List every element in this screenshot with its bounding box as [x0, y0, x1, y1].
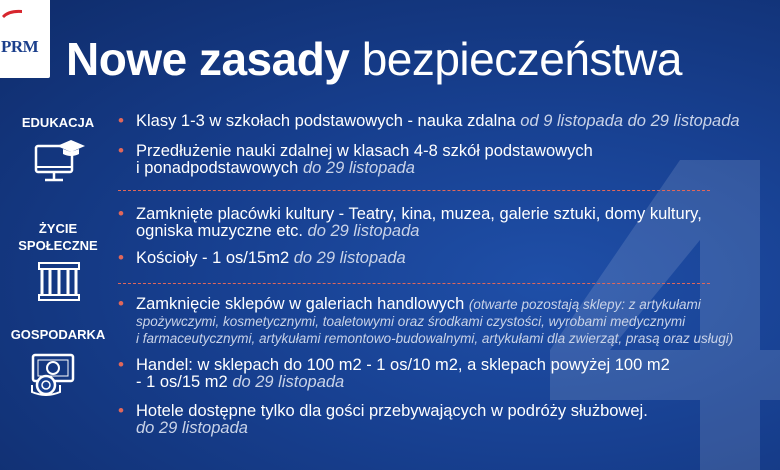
- title-light: bezpieczeństwa: [361, 33, 682, 85]
- bullet-icon: •: [118, 204, 124, 223]
- bullet-icon: •: [118, 401, 124, 420]
- rule-note-line1: (otwarte pozostają sklepy: z artykułami: [468, 297, 701, 312]
- rule-item-classes-4-8: [118, 143, 778, 177]
- rule-text-line2: ogniska muzyczne etc.: [136, 222, 303, 240]
- section-divider-education: [118, 190, 710, 191]
- rule-note-line3: i farmaceutycznymi, artykułami remontowo-budowalnymi, artykułami dla zwierząt, prasą oraz usługi): [136, 331, 734, 346]
- money-coins-icon: [30, 352, 80, 396]
- bullet-icon: •: [118, 248, 124, 267]
- rule-text: Zamknięcie sklepów w galeriach handlowych: [136, 295, 465, 313]
- rule-item-shopping-malls: [118, 296, 778, 347]
- logo-text: PRM: [1, 37, 39, 56]
- rule-note-line2: spożywczymi, kosmetycznymi, toaletowymi oraz środkami czystości, wyrobami medycznymi: [136, 314, 686, 329]
- bullet-icon: •: [118, 111, 124, 130]
- rule-item-churches: [118, 250, 778, 267]
- rule-text: Hotele dostępne tylko dla gości przebywających: [136, 402, 487, 420]
- rule-text-line1: Przedłużenie nauki zdalnej w klasach 4-8 szkół podstawowych: [136, 142, 593, 160]
- rule-item-hotels: [118, 403, 778, 437]
- category-economy: GOSPODARKA: [10, 327, 106, 342]
- category-education: EDUKACJA: [21, 115, 95, 130]
- section-divider-social: [118, 283, 710, 284]
- rule-date: do 29 listopada: [293, 249, 406, 267]
- rule-text-rest: w podróży służbowej.: [490, 402, 648, 420]
- bullet-icon: •: [118, 294, 124, 313]
- logo-flag-icon: [2, 9, 22, 18]
- rule-text: Kościoły - 1 os/15m2: [136, 249, 290, 267]
- bullet-icon: •: [118, 355, 124, 374]
- rule-text: Klasy 1-3 w szkołach podstawowych - nauka zdalna: [136, 112, 516, 130]
- rule-text-line1: Handel: w sklepach do 100 m2 - 1 os/10 m2, a sklepach powyżej 100 m2: [136, 356, 670, 374]
- computer-graduation-icon: [33, 138, 85, 186]
- category-social-line1: ŻYCIE: [38, 221, 78, 236]
- rule-date: do 29 listopada: [302, 159, 415, 177]
- rule-text-line2: i ponadpodstawowych: [136, 159, 299, 177]
- rule-date: od 9 listopada do 29 listopada: [520, 112, 740, 130]
- title-bold: Nowe zasady: [66, 33, 350, 85]
- rule-item-classes-1-3: [118, 113, 778, 130]
- rule-item-culture: [118, 206, 778, 240]
- building-columns-icon: [38, 262, 80, 302]
- rule-date: do 29 listopada: [136, 419, 248, 437]
- rule-date: do 29 listopada: [232, 373, 345, 391]
- rule-date: do 29 listopada: [307, 222, 420, 240]
- rule-text-line1: Zamknięte placówki kultury - Teatry, kina, muzea, galerie sztuki, domy kultury,: [136, 205, 702, 223]
- rule-item-trade: [118, 357, 778, 391]
- prm-logo: [0, 0, 50, 78]
- page-title: [66, 32, 682, 86]
- rule-text-line2: - 1 os/15 m2: [136, 373, 228, 391]
- category-social-line2: SPOŁECZNE: [18, 238, 98, 253]
- bullet-icon: •: [118, 141, 124, 160]
